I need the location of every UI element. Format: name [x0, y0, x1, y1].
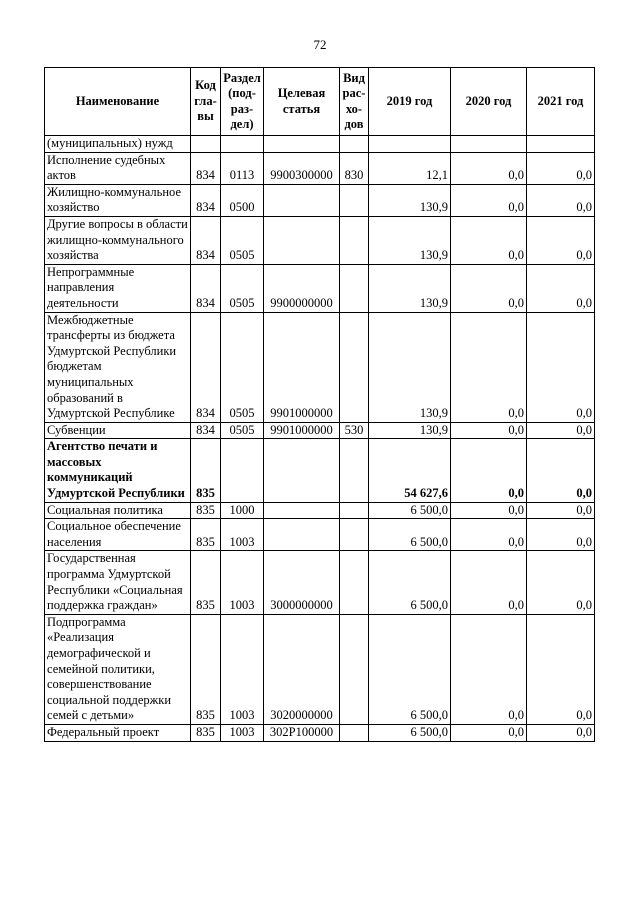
- cell-2019: 6 500,0: [369, 519, 451, 551]
- cell-name: Государственная программа Удмуртской Республики «Социальная поддержка граждан»: [45, 551, 191, 614]
- cell-2019: 130,9: [369, 184, 451, 216]
- cell-2021: 0,0: [527, 724, 595, 741]
- cell-expense: [340, 136, 369, 153]
- cell-2019: 54 627,6: [369, 439, 451, 502]
- table-row: [45, 614, 595, 724]
- table-body: [45, 136, 595, 742]
- cell-section: 1003: [221, 519, 264, 551]
- cell-target: [264, 519, 340, 551]
- cell-2020: 0,0: [451, 614, 527, 724]
- cell-target: 3020000000: [264, 614, 340, 724]
- cell-expense: 530: [340, 422, 369, 439]
- cell-expense: [340, 724, 369, 741]
- cell-target: 9901000000: [264, 422, 340, 439]
- table-row: [45, 422, 595, 439]
- cell-expense: [340, 216, 369, 264]
- cell-2021: 0,0: [527, 519, 595, 551]
- cell-2019: 130,9: [369, 312, 451, 422]
- table-row: [45, 184, 595, 216]
- cell-target: 9900000000: [264, 264, 340, 312]
- cell-2021: 0,0: [527, 264, 595, 312]
- cell-2021: 0,0: [527, 312, 595, 422]
- cell-2019: 6 500,0: [369, 502, 451, 519]
- header-2020: 2020 год: [451, 68, 527, 136]
- cell-2020: 0,0: [451, 312, 527, 422]
- cell-name: Исполнение судебных актов: [45, 152, 191, 184]
- cell-2020: 0,0: [451, 422, 527, 439]
- cell-2019: [369, 136, 451, 153]
- cell-name: Межбюджетные трансферты из бюджета Удмуртской Республики бюджетам муниципальных образований в Удмуртской Республике: [45, 312, 191, 422]
- cell-target: [264, 439, 340, 502]
- cell-section: 1000: [221, 502, 264, 519]
- cell-chapter: 835: [191, 614, 221, 724]
- table-row: [45, 439, 595, 502]
- cell-chapter: 834: [191, 422, 221, 439]
- cell-2020: 0,0: [451, 439, 527, 502]
- cell-2021: 0,0: [527, 184, 595, 216]
- cell-section: 0113: [221, 152, 264, 184]
- cell-name: (муниципальных) нужд: [45, 136, 191, 153]
- cell-2021: 0,0: [527, 422, 595, 439]
- page-number: 72: [313, 37, 327, 52]
- cell-name: Агентство печати и массовых коммуникаций Удмуртской Республики: [45, 439, 191, 502]
- cell-section: 1003: [221, 551, 264, 614]
- cell-2019: 130,9: [369, 422, 451, 439]
- table-row: [45, 502, 595, 519]
- cell-target: [264, 216, 340, 264]
- table-header-row: [45, 68, 595, 136]
- cell-expense: [340, 439, 369, 502]
- cell-2021: [527, 136, 595, 153]
- cell-2021: 0,0: [527, 502, 595, 519]
- cell-section: 0505: [221, 216, 264, 264]
- cell-name: Другие вопросы в области жилищно-коммунального хозяйства: [45, 216, 191, 264]
- budget-table: [44, 67, 595, 742]
- cell-chapter: 834: [191, 216, 221, 264]
- header-target: Целевая статья: [264, 68, 340, 136]
- header-name: Наименование: [45, 68, 191, 136]
- cell-name: Жилищно-коммунальное хозяйство: [45, 184, 191, 216]
- cell-name: Федеральный проект: [45, 724, 191, 741]
- cell-expense: [340, 502, 369, 519]
- table-row: [45, 551, 595, 614]
- cell-2020: 0,0: [451, 724, 527, 741]
- header-section: Раздел (под- раз- дел): [221, 68, 264, 136]
- cell-expense: [340, 184, 369, 216]
- header-chapter: Код гла- вы: [191, 68, 221, 136]
- cell-chapter: 834: [191, 184, 221, 216]
- cell-2021: 0,0: [527, 551, 595, 614]
- cell-expense: [340, 614, 369, 724]
- cell-chapter: 835: [191, 439, 221, 502]
- cell-expense: [340, 519, 369, 551]
- table-row: [45, 519, 595, 551]
- cell-section: 0505: [221, 422, 264, 439]
- cell-expense: [340, 551, 369, 614]
- header-expense: Вид рас- хо- дов: [340, 68, 369, 136]
- cell-name: Подпрограмма «Реализация демографической и семейной политики, совершенствование социальной поддержки семей с детьми»: [45, 614, 191, 724]
- cell-expense: [340, 312, 369, 422]
- cell-2020: 0,0: [451, 551, 527, 614]
- cell-2021: 0,0: [527, 152, 595, 184]
- table-row: [45, 136, 595, 153]
- cell-2020: 0,0: [451, 502, 527, 519]
- cell-target: [264, 136, 340, 153]
- cell-name: Социальное обеспечение населения: [45, 519, 191, 551]
- cell-2021: 0,0: [527, 614, 595, 724]
- cell-expense: 830: [340, 152, 369, 184]
- cell-chapter: [191, 136, 221, 153]
- cell-2020: 0,0: [451, 184, 527, 216]
- cell-2020: 0,0: [451, 264, 527, 312]
- cell-2021: 0,0: [527, 216, 595, 264]
- cell-name: Социальная политика: [45, 502, 191, 519]
- cell-2019: 12,1: [369, 152, 451, 184]
- table-row: [45, 216, 595, 264]
- cell-target: [264, 184, 340, 216]
- cell-2019: 130,9: [369, 264, 451, 312]
- table-row: [45, 724, 595, 741]
- cell-section: 1003: [221, 614, 264, 724]
- cell-2020: 0,0: [451, 216, 527, 264]
- cell-2019: 6 500,0: [369, 724, 451, 741]
- cell-target: [264, 502, 340, 519]
- cell-chapter: 834: [191, 312, 221, 422]
- cell-target: 302P100000: [264, 724, 340, 741]
- cell-chapter: 834: [191, 152, 221, 184]
- cell-section: 0505: [221, 312, 264, 422]
- cell-chapter: 835: [191, 551, 221, 614]
- cell-section: [221, 136, 264, 153]
- cell-name: Субвенции: [45, 422, 191, 439]
- cell-2019: 130,9: [369, 216, 451, 264]
- cell-chapter: 835: [191, 519, 221, 551]
- cell-2019: 6 500,0: [369, 614, 451, 724]
- table-row: [45, 152, 595, 184]
- cell-target: 9901000000: [264, 312, 340, 422]
- cell-target: 9900300000: [264, 152, 340, 184]
- table-row: [45, 312, 595, 422]
- header-2019: 2019 год: [369, 68, 451, 136]
- cell-section: [221, 439, 264, 502]
- cell-chapter: 835: [191, 502, 221, 519]
- cell-section: 1003: [221, 724, 264, 741]
- table-row: [45, 264, 595, 312]
- cell-2020: [451, 136, 527, 153]
- cell-section: 0505: [221, 264, 264, 312]
- cell-chapter: 834: [191, 264, 221, 312]
- cell-name: Непрограммные направления деятельности: [45, 264, 191, 312]
- cell-target: 3000000000: [264, 551, 340, 614]
- header-2021: 2021 год: [527, 68, 595, 136]
- cell-2019: 6 500,0: [369, 551, 451, 614]
- cell-2020: 0,0: [451, 519, 527, 551]
- cell-2020: 0,0: [451, 152, 527, 184]
- cell-chapter: 835: [191, 724, 221, 741]
- cell-section: 0500: [221, 184, 264, 216]
- cell-expense: [340, 264, 369, 312]
- cell-2021: 0,0: [527, 439, 595, 502]
